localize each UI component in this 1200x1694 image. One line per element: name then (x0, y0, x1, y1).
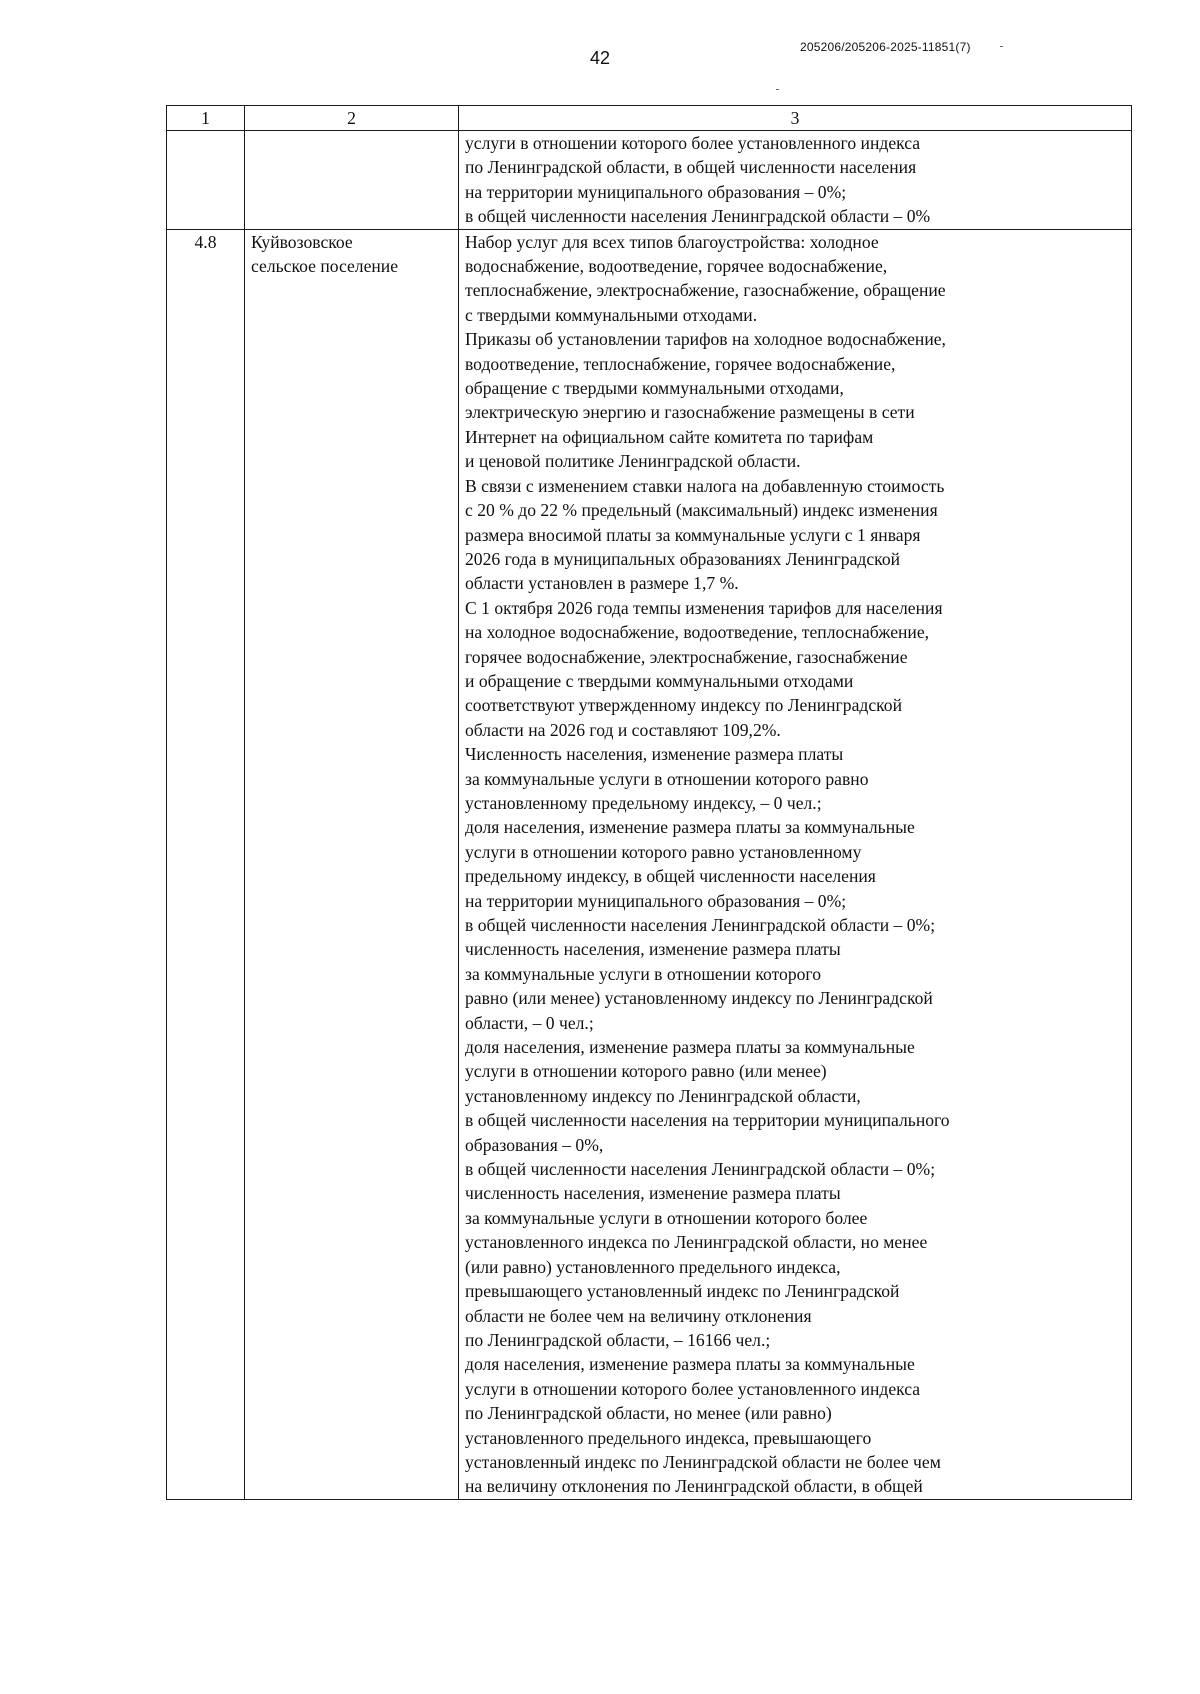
description-line: с твердыми коммунальными отходами. (465, 304, 758, 325)
description-line: соответствуют утвержденному индексу по Ленинградской (465, 695, 903, 716)
description-line: Набор услуг для всех типов благоустройства: холодное (465, 231, 879, 252)
page-number: 42 (589, 48, 611, 68)
description-line: горячее водоснабжение, электроснабжение, газоснабжение (465, 646, 908, 667)
tariff-table (166, 105, 1132, 1500)
municipality-name-cell (245, 229, 459, 1499)
description-line: превышающего установленный индекс по Ленинградской (465, 1281, 900, 1302)
description-line: на величину отклонения по Ленинградской области, в общей (465, 1476, 923, 1497)
description-line: на территории муниципального образования – 0%; (465, 181, 847, 202)
description-line: по Ленинградской области, – 16166 чел.; (465, 1329, 771, 1350)
description-line: услуги в отношении которого более установленного индекса (465, 133, 921, 153)
description-line: Численность населения, изменение размера платы (465, 744, 844, 765)
scan-speck (1000, 46, 1003, 47)
description-line: доля населения, изменение размера платы за коммунальные (465, 1037, 915, 1058)
description-line: в общей численности населения Ленинградской области – 0%; (465, 915, 936, 935)
description-line: в общей численности населения Ленинградской области – 0%; (465, 1159, 936, 1180)
description-line: доля населения, изменение размера платы за коммунальные (465, 817, 915, 838)
description-line: равно (или менее) установленному индексу по Ленинградской (465, 988, 933, 1009)
description-line: за коммунальные услуги в отношении которого более (465, 1207, 868, 1228)
column-header-1: 1 (167, 106, 245, 131)
description-line: области, – 0 чел.; (465, 1012, 594, 1033)
scan-speck (776, 89, 779, 90)
description-line: области на 2026 год и составляют 109,2%. (465, 719, 781, 740)
description-line: предельному индексу, в общей численности населения (465, 866, 876, 887)
description-line: на холодное водоснабжение, водоотведение, теплоснабжение, (465, 622, 930, 643)
description-line: водоотведение, теплоснабжение, горячее водоснабжение, (465, 353, 896, 374)
row-number-cell: 4.8 (167, 229, 245, 1499)
description-cell (459, 131, 1132, 230)
description-line: С 1 октября 2026 года темпы изменения тарифов для населения (465, 597, 943, 618)
row-number-cell (167, 131, 245, 230)
description-line: по Ленинградской области, но менее (или равно) (465, 1403, 832, 1424)
description-line: и ценовой политике Ленинградской области. (465, 451, 801, 472)
description-line: установленному предельному индексу, – 0 чел.; (465, 792, 822, 813)
description-line: доля населения, изменение размера платы за коммунальные (465, 1354, 915, 1375)
description-line: установленного предельного индекса, превышающего (465, 1427, 872, 1448)
description-line: численность населения, изменение размера платы (465, 939, 841, 960)
column-header-3: 3 (459, 106, 1132, 131)
description-line: образования – 0%, (465, 1134, 604, 1155)
description-line: на территории муниципального образования – 0%; (465, 890, 847, 911)
document-id: 205206/205206-2025-11851(7) (800, 40, 971, 54)
description-line: электрическую энергию и газоснабжение размещены в сети (465, 402, 915, 423)
description-line: водоснабжение, водоотведение, горячее водоснабжение, (465, 256, 888, 277)
description-line: обращение с твердыми коммунальными отходами, (465, 378, 844, 399)
description-line: по Ленинградской области, в общей численности населения (465, 157, 917, 178)
description-line: услуги в отношении которого равно установленному (465, 841, 862, 862)
description-line: и обращение с твердыми коммунальными отходами (465, 670, 854, 691)
table-header-row (167, 106, 1132, 131)
description-line: за коммунальные услуги в отношении которого равно (465, 768, 869, 789)
description-line: установленного индекса по Ленинградской области, но менее (465, 1232, 928, 1253)
description-line: (или равно) установленного предельного индекса, (465, 1256, 841, 1277)
description-line: теплоснабжение, электроснабжение, газоснабжение, обращение (465, 280, 946, 301)
description-line: услуги в отношении которого более установленного индекса (465, 1378, 921, 1399)
description-line: 2026 года в муниципальных образованиях Ленинградской (465, 548, 901, 569)
column-header-2: 2 (245, 106, 459, 131)
table-row-4-8 (167, 229, 1132, 1499)
municipality-name-line: сельское поселение (251, 256, 399, 277)
description-line: в общей численности населения Ленинградской области – 0% (465, 206, 931, 227)
description-cell (459, 229, 1132, 1499)
description-line: Интернет на официальном сайте комитета по тарифам (465, 426, 874, 447)
description-line: размера вносимой платы за коммунальные услуги с 1 января (465, 524, 921, 545)
description-line: области не более чем на величину отклонения (465, 1305, 812, 1326)
description-line: с 20 % до 22 % предельный (максимальный) индекс изменения (465, 500, 938, 521)
description-line: установленный индекс по Ленинградской области не более чем (465, 1451, 941, 1472)
description-line: в общей численности населения на территории муниципального (465, 1110, 950, 1131)
description-line: установленному индексу по Ленинградской области, (465, 1085, 861, 1106)
table-row-continuation (167, 131, 1132, 230)
description-line: В связи с изменением ставки налога на добавленную стоимость (465, 475, 945, 496)
description-line: услуги в отношении которого равно (или менее) (465, 1061, 827, 1082)
description-line: области установлен в размере 1,7 %. (465, 573, 739, 594)
municipality-name-line: Куйвозовское (251, 231, 353, 252)
municipality-name-cell (245, 131, 459, 230)
description-line: численность населения, изменение размера платы (465, 1183, 841, 1204)
description-line: за коммунальные услуги в отношении которого (465, 963, 821, 984)
description-line: Приказы об установлении тарифов на холодное водоснабжение, (465, 329, 946, 350)
